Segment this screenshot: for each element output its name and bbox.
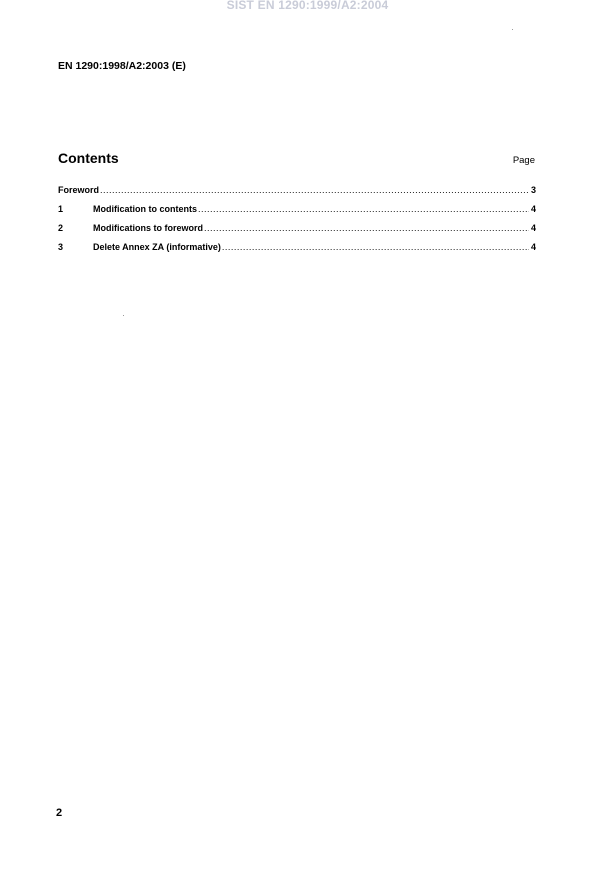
- page-number: 2: [56, 807, 63, 819]
- toc-entry-2[interactable]: [58, 223, 536, 242]
- scan-speck: [123, 315, 124, 316]
- toc-entry-title: Foreword: [58, 185, 100, 195]
- toc-entry-number: 3: [58, 242, 64, 252]
- toc-entry-1[interactable]: [58, 204, 536, 223]
- toc-dot-leader: [100, 185, 529, 195]
- toc-entry-title: Modification to contents: [93, 204, 197, 214]
- toc-entry-page: 4: [530, 242, 536, 252]
- toc-entry-3[interactable]: [58, 242, 536, 261]
- scan-speck: [512, 29, 513, 30]
- toc-entry-page: 3: [530, 185, 536, 195]
- toc-dot-leader: [222, 242, 529, 252]
- toc-dot-leader: [198, 204, 529, 214]
- toc-entry-page: 4: [530, 204, 536, 214]
- toc-entry-title: Delete Annex ZA (informative): [93, 242, 221, 252]
- watermark: SIST EN 1290:1999/A2:2004: [226, 0, 389, 12]
- contents-title: Contents: [58, 150, 119, 166]
- toc-entry-title: Modifications to foreword: [93, 223, 203, 233]
- toc-entry-foreword[interactable]: [58, 185, 536, 204]
- document-reference: EN 1290:1998/A2:2003 (E): [58, 60, 186, 72]
- page-column-heading: Page: [512, 155, 535, 166]
- toc-entry-number: 1: [58, 204, 64, 214]
- toc-entry-page: 4: [530, 223, 536, 233]
- toc-entry-number: 2: [58, 223, 64, 233]
- table-of-contents: [58, 185, 536, 261]
- toc-dot-leader: [204, 223, 529, 233]
